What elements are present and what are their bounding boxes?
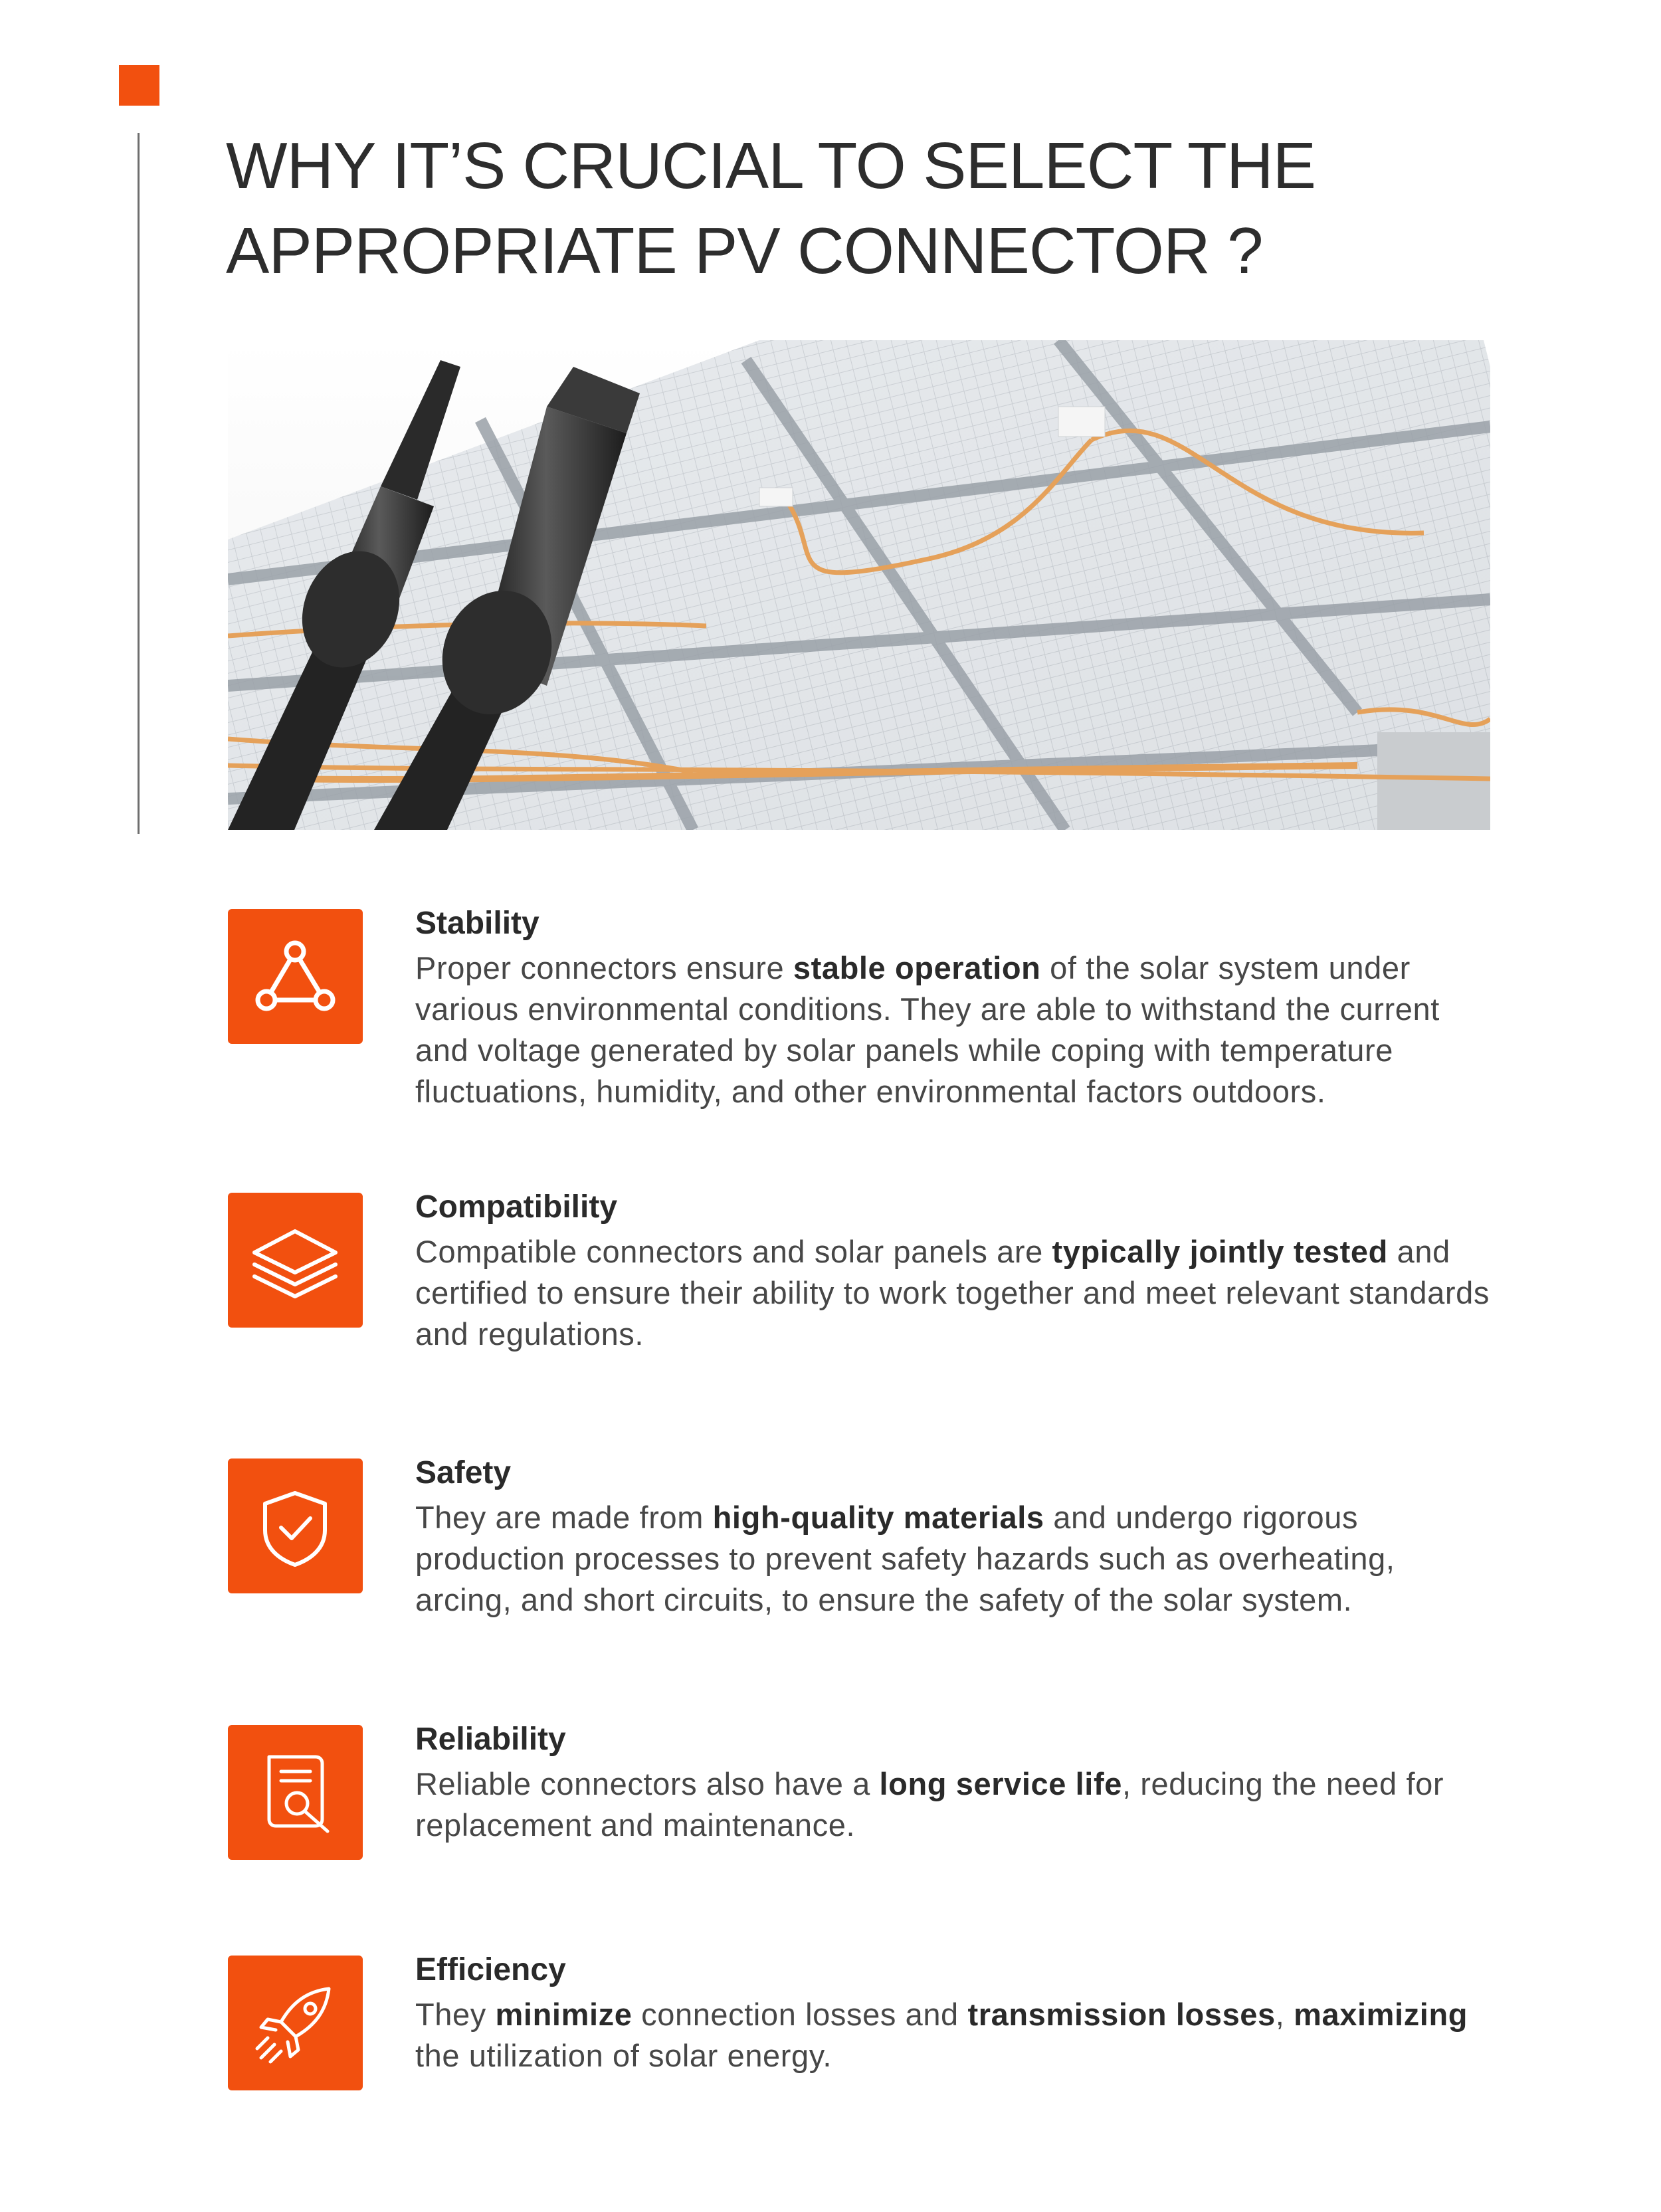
- body-text: They are made from: [415, 1500, 713, 1535]
- body-text: Reliable connectors also have a: [415, 1766, 880, 1801]
- body-emphasis: high-quality materials: [712, 1500, 1044, 1535]
- body-emphasis: transmission losses: [967, 1997, 1276, 2032]
- shield-check-icon: [228, 1458, 363, 1593]
- feature-icon-box: [228, 1956, 363, 2090]
- hero-image-solar-array-connectors: [228, 340, 1490, 830]
- page-title-line-2: APPROPRIATE PV CONNECTOR ?: [226, 214, 1263, 287]
- body-text: of the solar system under various environmental conditions. They are able to withstand the current and voltage generated by solar panels while coping with temperature fluctuations, humidity, and other environmental factors outdoors.: [415, 950, 1440, 1109]
- body-text: connection losses and: [632, 1997, 968, 2032]
- page-title: [226, 123, 1555, 293]
- body-text: , reducing the need for replacement and maintenance.: [415, 1766, 1444, 1843]
- body-text: the utilization of solar energy.: [415, 2038, 832, 2073]
- feature-body: [415, 1763, 1492, 1846]
- feature-heading: Reliability: [415, 1722, 566, 1757]
- feature-body: [415, 1994, 1492, 2076]
- body-text: They: [415, 1997, 496, 2032]
- feature-heading: Safety: [415, 1455, 512, 1490]
- body-emphasis: typically jointly tested: [1052, 1234, 1388, 1269]
- body-text: and undergo rigorous production processes to prevent safety hazards such as overheating, arcing, and short circuits, to ensure the safety of the solar system.: [415, 1500, 1395, 1617]
- body-emphasis: stable operation: [793, 950, 1041, 985]
- body-text: ,: [1275, 1997, 1294, 2032]
- body-emphasis: long service life: [879, 1766, 1122, 1801]
- rocket-icon: [228, 1956, 363, 2090]
- feature-body: [415, 1497, 1492, 1621]
- feature-icon-box: [228, 1725, 363, 1860]
- body-text: Proper connectors ensure: [415, 950, 793, 985]
- document-search-icon: [228, 1725, 363, 1860]
- feature-heading: Stability: [415, 906, 539, 941]
- page-title-line-1: WHY IT’S CRUCIAL TO SELECT THE: [226, 129, 1316, 202]
- feature-body: [415, 948, 1492, 1112]
- body-text: and certified to ensure their ability to work together and meet relevant standards and regulations.: [415, 1234, 1490, 1352]
- accent-square: [119, 65, 159, 106]
- left-vertical-rule: [138, 133, 140, 834]
- feature-heading: Efficiency: [415, 1952, 566, 1987]
- body-emphasis: maximizing: [1294, 1997, 1468, 2032]
- feature-heading: Compatibility: [415, 1189, 618, 1225]
- layers-icon: [228, 1193, 363, 1328]
- feature-body: [415, 1231, 1492, 1355]
- body-emphasis: minimize: [495, 1997, 633, 2032]
- feature-icon-box: [228, 1193, 363, 1328]
- feature-icon-box: [228, 1458, 363, 1593]
- triangle-nodes-icon: [228, 909, 363, 1044]
- feature-icon-box: [228, 909, 363, 1044]
- body-text: Compatible connectors and solar panels are: [415, 1234, 1052, 1269]
